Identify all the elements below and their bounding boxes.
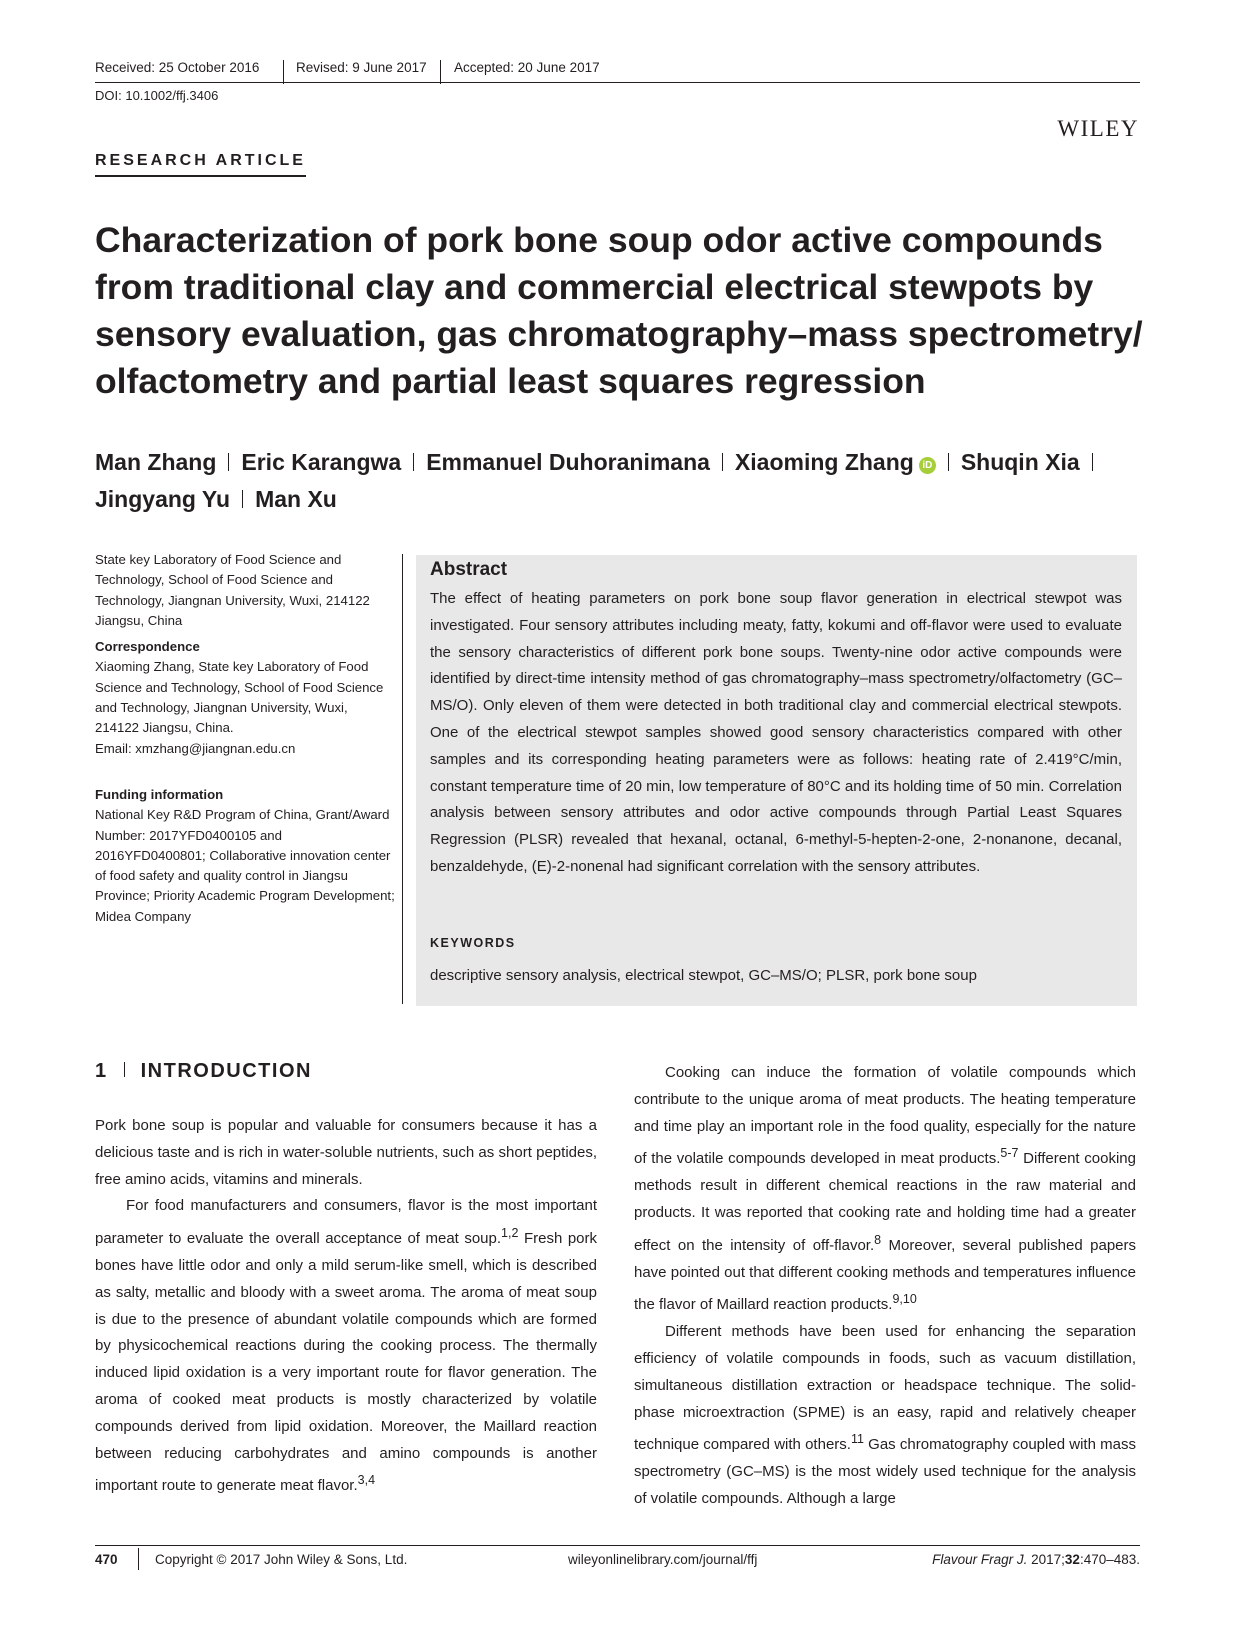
citation[interactable]: 8 (874, 1232, 882, 1247)
article-title (95, 217, 1155, 405)
author[interactable]: Man Xu (255, 486, 337, 512)
author[interactable]: Jingyang Yu (95, 486, 231, 512)
orcid-icon[interactable]: iD (919, 457, 936, 474)
divider (283, 60, 284, 84)
copyright: Copyright © 2017 John Wiley & Sons, Ltd. (155, 1552, 408, 1567)
journal-url[interactable]: wileyonlinelibrary.com/journal/ffj (568, 1552, 758, 1567)
author-list (95, 444, 1155, 518)
email[interactable]: Email: xmzhang@jiangnan.edu.cn (95, 740, 296, 756)
divider (242, 490, 243, 508)
paragraph-text: Pork bone soup is popular and valuable for consumers because it has a delicious taste and is rich in water-soluble nutrients, such as short peptides, free amino acids, vitamins and minerals. (95, 1117, 597, 1188)
title-line: olfactometry and partial least squares regression (95, 361, 926, 401)
title-line: from traditional clay and commercial electrical stewpots by (95, 267, 1094, 307)
divider (124, 1062, 125, 1077)
citation[interactable]: 3,4 (357, 1473, 376, 1488)
divider (138, 1548, 139, 1570)
citation[interactable]: 1,2 (501, 1226, 519, 1241)
paragraph-text: Fresh pork bones have little odor and only a mild serum-like smell, which is described as salty, metallic and bloody with a sweet aroma. The aroma of meat soup is due to the presence of abundant volatile compounds which are formed by physicochemical reactions during the cooking process. The thermally induced lipid oxidation is a very important route for flavor generation. The aroma of cooked meat products is mostly characterized by volatile compounds derived from lipid oxidation. Moreover, the Maillard reaction between reducing carbohydrates and amino compounds is another important route to generate meat flavor. (95, 1230, 597, 1495)
divider (1092, 453, 1093, 471)
funding-info: National Key R&D Program of China, Grant/Award Number: 2017YFD0400105 and 2016YFD0400801; Collaborative innovation center of food safety and quality control in Jiangsu Province; Priority Academic Program Development; Midea Company (95, 807, 395, 924)
author[interactable]: Xiaoming Zhang (734, 449, 914, 475)
section-number: 1 (95, 1060, 108, 1082)
divider (948, 453, 949, 471)
section-title: INTRODUCTION (140, 1060, 312, 1082)
divider (722, 453, 723, 471)
keywords: descriptive sensory analysis, electrical stewpot, GC–MS/O; PLSR, pork bone soup (430, 967, 977, 984)
paragraph-text: Cooking can induce the formation of volatile compounds which contribute to the unique aroma of meat products. The heating temperature and time play an important role in the food quality, especially for the nature of the volatile compounds developed in meat products. (634, 1064, 1136, 1168)
received-date: Received: 25 October 2016 (95, 60, 260, 75)
citation[interactable]: 5-7 (1000, 1146, 1019, 1161)
page-number: 470 (95, 1552, 118, 1567)
divider (228, 453, 229, 471)
funding-heading: Funding information (95, 786, 224, 802)
paragraph (95, 1193, 597, 1500)
divider (402, 554, 403, 1004)
paragraph (634, 1060, 1136, 1319)
journal-citation (932, 1552, 1140, 1567)
page-footer (95, 1545, 1140, 1572)
body-column-left (95, 1113, 597, 1500)
author[interactable]: Shuqin Xia (960, 449, 1080, 475)
abstract-text: The effect of heating parameters on pork bone soup flavor generation in electrical stewpot was investigated. Four sensory attributes including meaty, fatty, kokumi and off-flavor were used to evaluate the sensory characteristics of different pork bone soups. Twenty-nine odor active compounds were identified by direct-time intensity method of gas chromatography–mass spectrometry/olfactometry (GC–MS/O). Only eleven of them were detected in both traditional clay and commercial electrical stewpots. One of the electrical stewpot samples showed good sensory characteristics compared with other samples and its corresponding heating parameters were as follows: heating rate of 2.419°C/min, constant temperature time of 20 min, low temperature of 80°C and its holding time of 50 min. Correlation analysis between sensory attributes and odor active compounds through Partial Least Squares Regression (PLSR) revealed that hexanal, octanal, 6-methyl-5-hepten-2-one, 2-nonanone, decanal, benzaldehyde, (E)-2-nonenal had significant correlation with the sensory attributes. (430, 590, 1122, 875)
paragraph-text: Different cooking methods result in different chemical reactions in the raw material and products. It was reported that cooking rate and holding time had a greater effect on the intensity of off-flavor. (634, 1150, 1136, 1254)
author[interactable]: Emmanuel Duhoranimana (426, 449, 710, 475)
affiliation: State key Laboratory of Food Science and Technology, School of Food Science and Technology, Jiangnan University, Wuxi, 214122 Jiangsu, China (95, 552, 370, 628)
paragraph-text: Different methods have been used for enhancing the separation efficiency of volatile compounds in foods, such as vacuum distillation, simultaneous distillation extraction or headspace technique. The solid-phase microextraction (SPME) is an easy, rapid and relatively cheaper technique compared with others. (634, 1323, 1136, 1454)
article-history (95, 60, 1140, 83)
revised-date: Revised: 9 June 2017 (296, 60, 427, 75)
accepted-date: Accepted: 20 June 2017 (454, 60, 600, 75)
divider (413, 453, 414, 471)
citation-year: 2017; (1027, 1552, 1065, 1567)
citation-volume: 32 (1064, 1552, 1080, 1567)
publisher-logo: WILEY (1057, 116, 1139, 141)
correspondence-heading: Correspondence (95, 639, 200, 655)
divider (440, 60, 441, 84)
citation-pages: :470–483. (1079, 1552, 1140, 1567)
citation[interactable]: 11 (850, 1432, 864, 1447)
paragraph (634, 1319, 1136, 1513)
paragraph-text: Moreover, several published papers have pointed out that different cooking methods and temperatures influence the flavor of Maillard reaction products. (634, 1236, 1136, 1314)
article-type: RESEARCH ARTICLE (95, 152, 306, 177)
citation[interactable]: 9,10 (892, 1292, 917, 1307)
abstract-box (416, 555, 1137, 1006)
body-column-right (634, 1060, 1136, 1513)
paragraph (95, 1113, 597, 1193)
paragraph-text: Gas chromatography coupled with mass spectrometry (GC–MS) is the most widely used technique for the analysis of volatile compounds. Although a large (634, 1436, 1136, 1507)
doi[interactable]: DOI: 10.1002/ffj.3406 (95, 88, 219, 103)
section-heading (95, 1060, 312, 1083)
title-line: sensory evaluation, gas chromatography–mass spectrometry/ (95, 314, 1143, 354)
correspondence: Xiaoming Zhang, State key Laboratory of Food Science and Technology, School of Food Science and Technology, Jiangnan University, Wuxi, 214122 Jiangsu, China. (95, 659, 384, 736)
article-info (95, 550, 395, 927)
abstract-heading: Abstract (430, 559, 508, 580)
paragraph-text: For food manufacturers and consumers, flavor is the most important parameter to evaluate the overall acceptance of meat soup. (95, 1197, 597, 1248)
keywords-heading: KEYWORDS (430, 936, 516, 950)
title-line: Characterization of pork bone soup odor active compounds (95, 220, 1103, 260)
author[interactable]: Eric Karangwa (241, 449, 402, 475)
author[interactable]: Man Zhang (95, 449, 217, 475)
journal-name: Flavour Fragr J. (932, 1552, 1028, 1567)
